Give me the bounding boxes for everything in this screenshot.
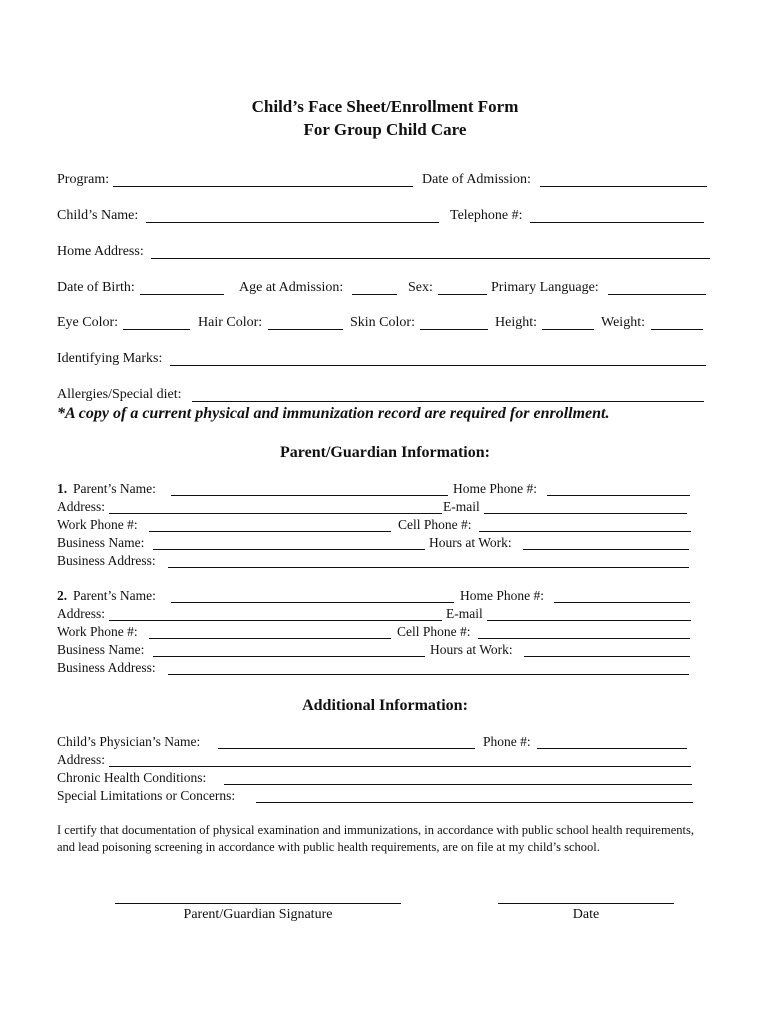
- special-limitations-row: [57, 787, 712, 805]
- date-of-admission-label: Date of Admission:: [422, 172, 531, 187]
- height-field[interactable]: [542, 329, 594, 330]
- parent-1-work-row: [57, 516, 712, 534]
- program-label: Program:: [57, 172, 110, 187]
- parent-1-name-label: Parent’s Name:: [73, 481, 156, 496]
- special-limitations-label: Special Limitations or Concerns:: [57, 788, 236, 803]
- parent-2-work-phone-label: Work Phone #:: [57, 624, 138, 639]
- enrollment-notice: *A copy of a current physical and immunization record are required for enrollment.: [57, 405, 610, 422]
- parent-2-email-label: E-mail: [446, 606, 483, 621]
- home-address-row: [57, 243, 712, 261]
- parent-1-hours-label: Hours at Work:: [429, 535, 512, 550]
- identifying-marks-field[interactable]: [170, 365, 706, 366]
- parent-1-address-label: Address:: [57, 499, 105, 514]
- appearance-row: [57, 314, 712, 332]
- sex-label: Sex:: [408, 280, 433, 295]
- parent-1-home-phone-field[interactable]: [547, 495, 690, 496]
- parent-2-business-name-field[interactable]: [153, 656, 425, 657]
- parent-1-business-address-field[interactable]: [168, 567, 689, 568]
- physician-phone-label: Phone #:: [483, 734, 531, 749]
- age-at-admission-field[interactable]: [352, 294, 397, 295]
- parent-2-home-phone-field[interactable]: [554, 602, 690, 603]
- date-of-birth-field[interactable]: [140, 294, 224, 295]
- date-of-admission-field[interactable]: [540, 186, 707, 187]
- parent-1-name-row: [57, 480, 712, 498]
- identifying-marks-row: [57, 350, 712, 368]
- parent-1-address-field[interactable]: [109, 513, 442, 514]
- telephone-field[interactable]: [530, 222, 704, 223]
- parent-2-address-row: [57, 605, 712, 623]
- program-row: [57, 171, 712, 189]
- physician-name-field[interactable]: [218, 748, 475, 749]
- parent-1-cell-phone-label: Cell Phone #:: [398, 517, 472, 532]
- parent-signature-label: Parent/Guardian Signature: [183, 907, 333, 922]
- parent-1-business-address-label: Business Address:: [57, 553, 156, 568]
- allergies-field[interactable]: [192, 401, 704, 402]
- parent-2-address-label: Address:: [57, 606, 105, 621]
- childs-name-field[interactable]: [146, 222, 439, 223]
- parent-1-hours-field[interactable]: [523, 549, 689, 550]
- parent-2-work-row: [57, 623, 712, 641]
- parent-1-business-row: [57, 534, 712, 552]
- home-address-label: Home Address:: [57, 244, 144, 259]
- parent-2-address-field[interactable]: [109, 620, 442, 621]
- additional-section-heading: Additional Information:: [302, 697, 468, 714]
- special-limitations-field[interactable]: [256, 802, 693, 803]
- parent-1-address-row: [57, 498, 712, 516]
- weight-field[interactable]: [651, 329, 703, 330]
- parent-2-number: 2.: [57, 588, 68, 603]
- identifying-marks-label: Identifying Marks:: [57, 351, 163, 366]
- telephone-label: Telephone #:: [450, 208, 523, 223]
- physician-address-row: [57, 751, 712, 769]
- childs-name-row: [57, 207, 712, 225]
- physician-row: [57, 733, 712, 751]
- parent-section-heading: Parent/Guardian Information:: [280, 444, 490, 461]
- parent-1-home-phone-label: Home Phone #:: [453, 481, 537, 496]
- date-signature-line[interactable]: [498, 903, 674, 904]
- parent-1-work-phone-field[interactable]: [149, 531, 391, 532]
- chronic-conditions-row: [57, 769, 712, 787]
- physician-address-label: Address:: [57, 752, 105, 767]
- sex-field[interactable]: [438, 294, 487, 295]
- parent-1-name-field[interactable]: [171, 495, 448, 496]
- parent-2-work-phone-field[interactable]: [149, 638, 391, 639]
- parent-1-cell-phone-field[interactable]: [479, 531, 691, 532]
- parent-1-work-phone-label: Work Phone #:: [57, 517, 138, 532]
- parent-1-email-label: E-mail: [443, 499, 480, 514]
- age-at-admission-label: Age at Admission:: [239, 280, 344, 295]
- parent-2-business-address-label: Business Address:: [57, 660, 156, 675]
- skin-color-field[interactable]: [420, 329, 488, 330]
- home-address-field[interactable]: [151, 258, 710, 259]
- physician-address-field[interactable]: [109, 766, 691, 767]
- primary-language-label: Primary Language:: [491, 280, 599, 295]
- allergies-row: [57, 386, 712, 404]
- parent-2-hours-field[interactable]: [524, 656, 690, 657]
- primary-language-field[interactable]: [608, 294, 706, 295]
- parent-signature-line[interactable]: [115, 903, 401, 904]
- parent-1-number: 1.: [57, 481, 68, 496]
- physician-phone-field[interactable]: [537, 748, 687, 749]
- eye-color-field[interactable]: [123, 329, 190, 330]
- dob-row: [57, 279, 712, 297]
- parent-1-business-name-label: Business Name:: [57, 535, 145, 550]
- height-label: Height:: [495, 315, 537, 330]
- form-title: Child’s Face Sheet/Enrollment Form: [251, 97, 519, 116]
- parent-2-business-address-row: [57, 659, 712, 677]
- eye-color-label: Eye Color:: [57, 315, 119, 330]
- allergies-label: Allergies/Special diet:: [57, 387, 182, 402]
- skin-color-label: Skin Color:: [350, 315, 415, 330]
- parent-2-business-address-field[interactable]: [168, 674, 689, 675]
- form-subtitle: For Group Child Care: [303, 120, 467, 139]
- parent-2-email-field[interactable]: [487, 620, 691, 621]
- parent-2-home-phone-label: Home Phone #:: [460, 588, 544, 603]
- parent-2-name-row: [57, 587, 712, 605]
- parent-2-name-label: Parent’s Name:: [73, 588, 156, 603]
- chronic-conditions-field[interactable]: [224, 784, 692, 785]
- parent-1-business-address-row: [57, 552, 712, 570]
- chronic-conditions-label: Chronic Health Conditions:: [57, 770, 207, 785]
- parent-2-cell-phone-field[interactable]: [478, 638, 690, 639]
- hair-color-label: Hair Color:: [198, 315, 263, 330]
- program-field[interactable]: [113, 186, 413, 187]
- parent-2-business-row: [57, 641, 712, 659]
- weight-label: Weight:: [601, 315, 645, 330]
- parent-1-business-name-field[interactable]: [153, 549, 425, 550]
- date-signature-label: Date: [572, 907, 600, 922]
- hair-color-field[interactable]: [268, 329, 343, 330]
- certification-text: I certify that documentation of physical examination and immunizations, in accordance with public school health requirements, and lead poisoning screening in accordance with public health requirements, are on file at my child’s school.: [57, 823, 694, 854]
- physician-name-label: Child’s Physician’s Name:: [57, 734, 201, 749]
- parent-2-business-name-label: Business Name:: [57, 642, 145, 657]
- parent-2-name-field[interactable]: [171, 602, 454, 603]
- date-of-birth-label: Date of Birth:: [57, 280, 135, 295]
- parent-2-hours-label: Hours at Work:: [430, 642, 513, 657]
- parent-2-cell-phone-label: Cell Phone #:: [397, 624, 471, 639]
- parent-1-email-field[interactable]: [484, 513, 687, 514]
- childs-name-label: Child’s Name:: [57, 208, 139, 223]
